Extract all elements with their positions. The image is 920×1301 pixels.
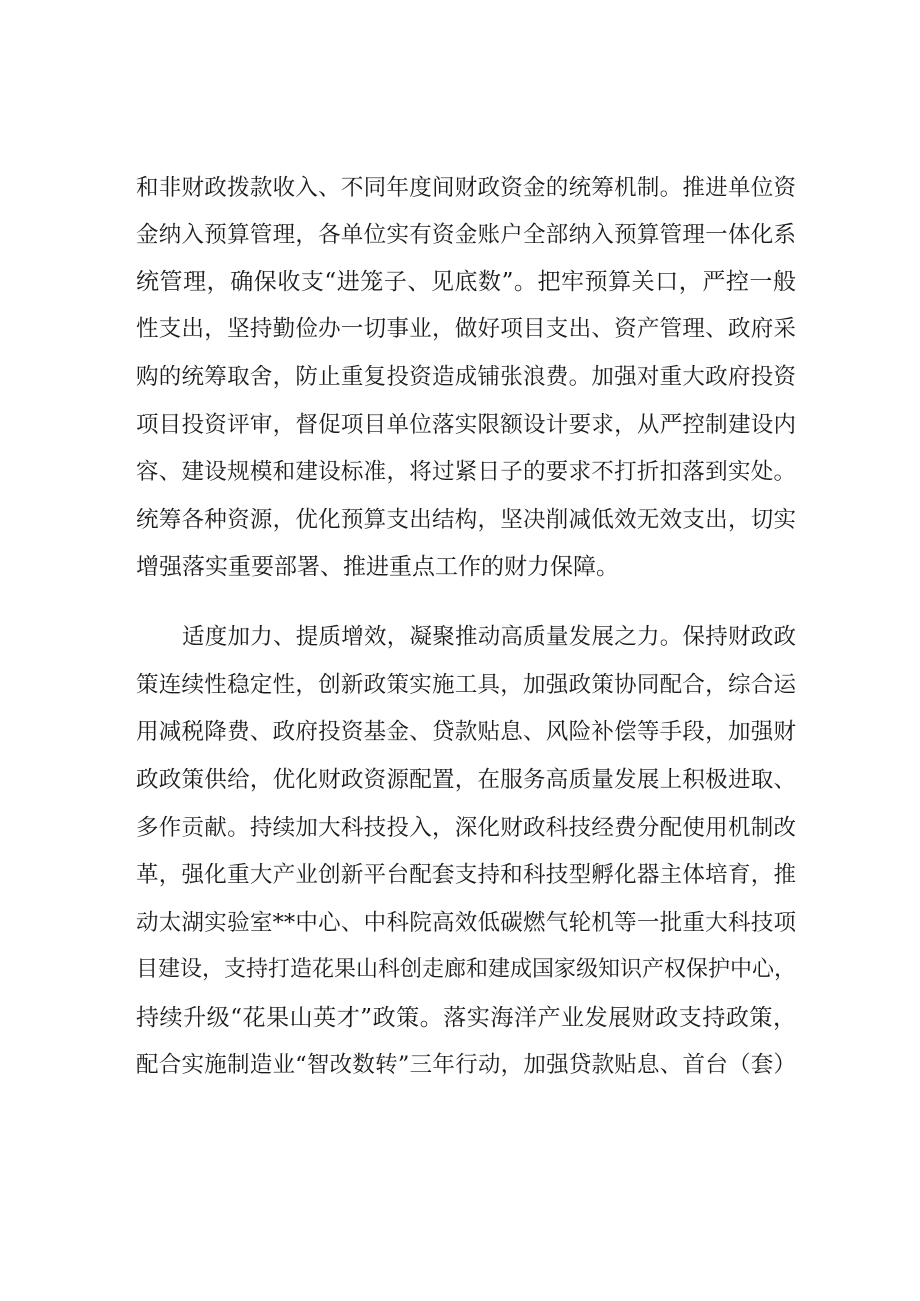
paragraph-1-line-9: 增强落实重要部署、推进重点工作的财力保障。 [136, 554, 619, 580]
paragraph-1-line-4: 性支出，坚持勤俭办一切事业，做好项目支出、资产管理、政府采 [136, 316, 796, 342]
paragraph-2-line-6: 革，强化重大产业创新平台配套支持和科技型孵化器主体培育，推 [136, 862, 796, 888]
paragraph-2-line-8: 目建设，支持打造花果山科创走廊和建成国家级知识产权保护中心， [136, 957, 797, 982]
paragraph-2-line-5: 多作贡献。持续加大科技投入，深化财政科技经费分配使用机制改 [136, 815, 796, 841]
paragraph-2-line-7: 动太湖实验室**中心、中科院高效低碳燃气轮机等一批重大科技项 [136, 910, 796, 936]
paragraph-2-line-10: 配合实施制造业“智改数转”三年行动，加强贷款贴息、首台（套） [136, 1052, 796, 1078]
paragraph-2-line-1: 适度加力、提质增效，凝聚推动高质量发展之力。保持财政政 [182, 624, 796, 650]
paragraph-1-line-2: 金纳入预算管理，各单位实有资金账户全部纳入预算管理一体化系 [136, 222, 796, 248]
paragraph-1-line-7: 容、建设规模和建设标准，将过紧日子的要求不打折扣落到实处。 [136, 459, 796, 485]
paragraph-2-line-9: 持续升级“花果山英才”政策。落实海洋产业发展财政支持政策， [136, 1005, 796, 1031]
paragraph-2-line-4: 政政策供给，优化财政资源配置，在服务高质量发展上积极进取、 [136, 767, 796, 793]
paragraph-1-line-6: 项目投资评审，督促项目单位落实限额设计要求，从严控制建设内 [136, 412, 796, 438]
paragraph-1-line-8: 统筹各种资源，优化预算支出结构，坚决削减低效无效支出，切实 [136, 507, 796, 533]
paragraph-2-line-3: 用减税降费、政府投资基金、贷款贴息、风险补偿等手段，加强财 [136, 719, 796, 745]
paragraph-1-line-3: 统管理，确保收支“进笼子、见底数”。把牢预算关口，严控一般 [136, 269, 796, 295]
paragraph-2-line-2: 策连续性稳定性，创新政策实施工具，加强政策协同配合，综合运 [136, 672, 796, 698]
paragraph-1-line-5: 购的统筹取舍，防止重复投资造成铺张浪费。加强对重大政府投资 [136, 364, 796, 390]
paragraph-1-line-1: 和非财政拨款收入、不同年度间财政资金的统筹机制。推进单位资 [136, 175, 796, 201]
